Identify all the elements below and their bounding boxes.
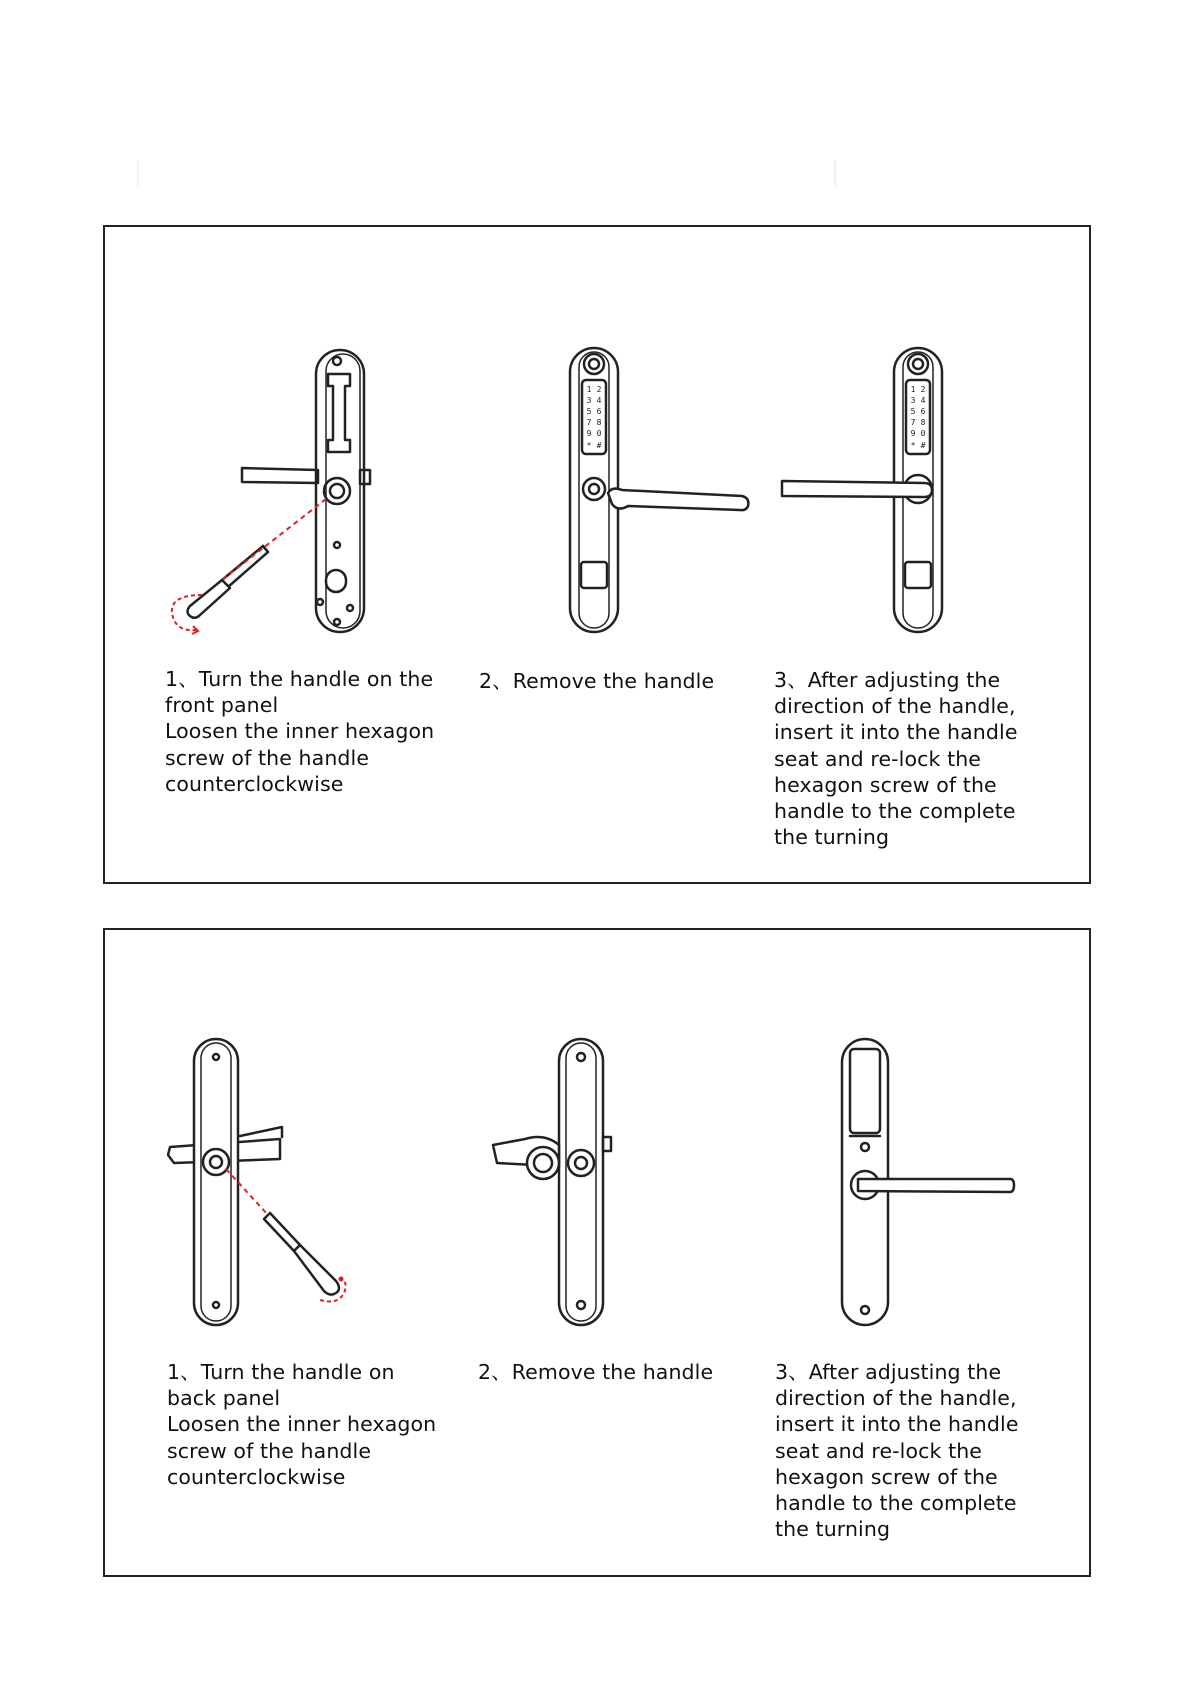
svg-text:6: 6 — [920, 407, 926, 416]
svg-text:4: 4 — [596, 396, 602, 405]
screwdriver-icon — [264, 1213, 339, 1295]
back-step2-illustration — [485, 1035, 645, 1330]
svg-text:4: 4 — [920, 396, 926, 405]
front-step3-illustration — [770, 340, 970, 640]
svg-text:2: 2 — [920, 385, 926, 394]
svg-text:5: 5 — [586, 407, 592, 416]
front-step1-text: 1、Turn the handle on the front panel Loosen the inner hexagon screw of the handle counterclockwise — [165, 667, 435, 796]
svg-text:0: 0 — [920, 429, 926, 438]
back-step1-text: 1、Turn the handle on back panel Loosen the inner hexagon screw of the handle counterclockwise — [167, 1360, 437, 1489]
screwdriver-icon — [188, 546, 269, 618]
svg-text:1: 1 — [910, 385, 916, 394]
svg-text:#: # — [920, 441, 926, 450]
back-step3-illustration — [830, 1035, 1030, 1330]
svg-text:3: 3 — [586, 396, 592, 405]
svg-text:6: 6 — [596, 407, 602, 416]
front-step3-text: 3、After adjusting the direction of the handle, insert it into the handle seat and re-lock the hexagon screw of the handle to the complete the turning — [774, 668, 1018, 850]
back-step1-illustration — [160, 1035, 390, 1330]
svg-text:5: 5 — [910, 407, 916, 416]
handle-right — [858, 1179, 1014, 1192]
back-step2-text: 2、Remove the handle — [478, 1360, 714, 1384]
svg-text:9: 9 — [586, 429, 592, 438]
svg-text:#: # — [596, 441, 602, 450]
svg-text:9: 9 — [910, 429, 916, 438]
front-step2-illustration — [560, 340, 760, 640]
svg-text:8: 8 — [596, 418, 602, 427]
handle-right — [608, 489, 748, 511]
svg-text:1: 1 — [586, 385, 592, 394]
handle-right — [240, 1127, 282, 1137]
svg-text:0: 0 — [596, 429, 602, 438]
svg-text:2: 2 — [596, 385, 602, 394]
back-step3-text: 3、After adjusting the direction of the handle, insert it into the handle seat and re-lock the hexagon screw of the handle to the complete the turning — [775, 1360, 1019, 1542]
front-step1-illustration — [150, 340, 380, 640]
scan-mark-left — [137, 160, 139, 186]
svg-text:7: 7 — [586, 418, 592, 427]
svg-text:3: 3 — [910, 396, 916, 405]
front-step2-text: 2、Remove the handle — [479, 669, 715, 693]
scan-mark-right — [834, 160, 836, 186]
svg-text:8: 8 — [920, 418, 926, 427]
screw-direction-guide — [222, 499, 326, 580]
handle-left — [782, 481, 932, 497]
svg-text:7: 7 — [910, 418, 916, 427]
svg-text:*: * — [910, 441, 916, 450]
handle-left — [242, 468, 318, 483]
svg-text:*: * — [586, 441, 592, 450]
